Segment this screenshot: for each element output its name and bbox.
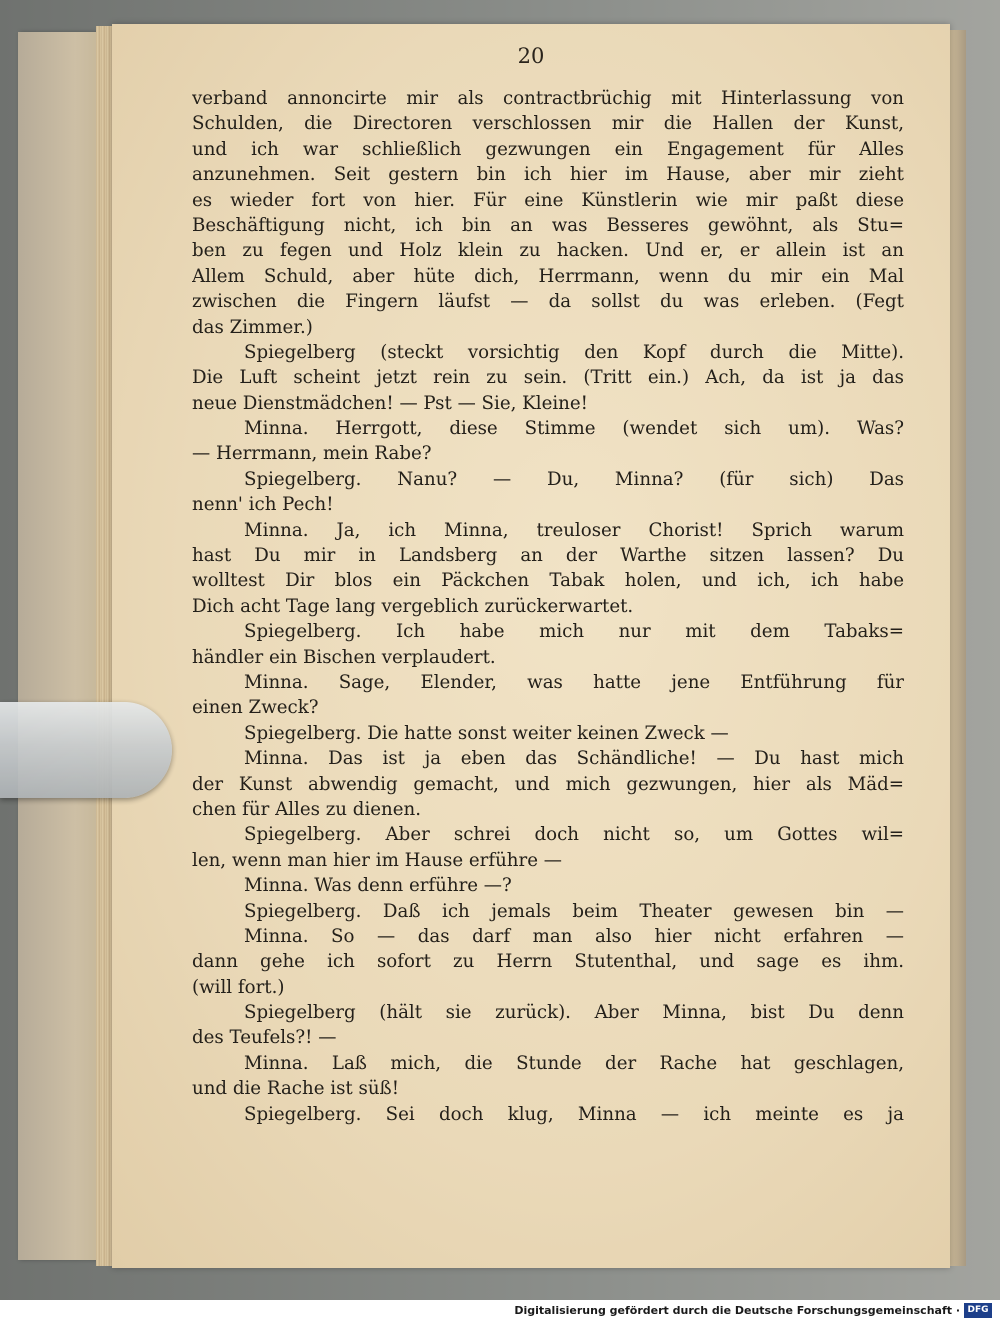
text-line: hast Du mir in Landsberg an der Warthe sitzen lassen? Du <box>192 545 904 567</box>
text-line: und die Rache ist süß! <box>192 1078 399 1100</box>
text-line: Spiegelberg. Nanu? — Du, Minna? (für sich) Das <box>244 468 904 490</box>
book-page <box>112 24 950 1268</box>
text-line: wolltest Dir blos ein Päckchen Tabak holen, und ich, ich habe <box>192 570 904 592</box>
text-line: es wieder fort von hier. Für eine Künstlerin wie mir paßt diese <box>192 189 904 211</box>
text-line: Minna. Ja, ich Minna, treuloser Chorist! Sprich warum <box>244 519 904 541</box>
text-line: Minna. Herrgott, diese Stimme (wendet sich um). Was? <box>244 418 904 440</box>
text-line: Spiegelberg. Daß ich jemals beim Theater gewesen bin — <box>244 900 904 922</box>
text-line: Spiegelberg (steckt vorsichtig den Kopf durch die Mitte). <box>244 341 904 363</box>
page-number: 20 <box>517 44 545 68</box>
text-line: Spiegelberg. Aber schrei doch nicht so, um Gottes wil= <box>244 824 904 846</box>
text-line: des Teufels?! — <box>192 1027 337 1049</box>
text-line: ben zu fegen und Holz klein zu hacken. Und er, er allein ist an <box>192 240 904 262</box>
footer-credit: Digitalisierung gefördert durch die Deutsche Forschungsgemeinschaft · <box>514 1304 960 1317</box>
text-line: nenn' ich Pech! <box>192 494 334 516</box>
text-line: einen Zweck? <box>192 697 319 719</box>
text-line: Spiegelberg. Die hatte sonst weiter keinen Zweck — <box>244 722 729 744</box>
page-text <box>192 86 904 1127</box>
text-line: Schulden, die Directoren verschlossen mir die Hallen der Kunst, <box>192 113 904 135</box>
text-line: und ich war schließlich gezwungen ein Engagement für Alles <box>192 138 904 160</box>
text-line: chen für Alles zu dienen. <box>192 798 421 820</box>
text-line: Dich acht Tage lang vergeblich zurückerwartet. <box>192 595 634 617</box>
dfg-logo: DFG <box>964 1303 992 1318</box>
scanner-clip <box>0 702 172 798</box>
text-line: neue Dienstmädchen! — Pst — Sie, Kleine! <box>192 392 588 414</box>
text-line: len, wenn man hier im Hause erführe — <box>192 849 562 871</box>
text-line: Minna. Was denn erführe —? <box>244 875 512 897</box>
text-line: Spiegelberg (hält sie zurück). Aber Minna, bist Du denn <box>244 1002 904 1024</box>
text-line: Spiegelberg. Ich habe mich nur mit dem Tabaks= <box>244 621 904 643</box>
text-line: Minna. Laß mich, die Stunde der Rache hat geschlagen, <box>244 1052 904 1074</box>
text-line: anzunehmen. Seit gestern bin ich hier im Hause, aber mir zieht <box>192 164 904 186</box>
text-line: der Kunst abwendig gemacht, und mich gezwungen, hier als Mäd= <box>192 773 904 795</box>
text-line: Minna. Das ist ja eben das Schändliche! — Du hast mich <box>244 748 904 770</box>
text-line: dann gehe ich sofort zu Herrn Stutenthal, und sage es ihm. <box>192 951 904 973</box>
text-line: verband annoncirte mir als contractbrüchig mit Hinterlassung von <box>192 88 904 109</box>
right-page-edge <box>948 30 966 1266</box>
text-line: Minna. So — das darf man also hier nicht erfahren — <box>244 925 904 947</box>
text-line: (will fort.) <box>192 976 285 998</box>
text-line: Beschäftigung nicht, ich bin an was Besseres gewöhnt, als Stu= <box>192 214 904 236</box>
text-line: das Zimmer.) <box>192 316 313 338</box>
text-line: Allem Schuld, aber hüte dich, Herrmann, wenn du mir ein Mal <box>192 265 904 287</box>
text-line: — Herrmann, mein Rabe? <box>192 443 432 465</box>
footer-bar <box>0 1300 1000 1322</box>
text-line: händler ein Bischen verplaudert. <box>192 646 496 668</box>
text-line: Die Luft scheint jetzt rein zu sein. (Tritt ein.) Ach, da ist ja das <box>192 367 904 389</box>
text-line: zwischen die Fingern läufst — da sollst du was erleben. (Fegt <box>192 291 904 313</box>
text-line: Minna. Sage, Elender, was hatte jene Entführung für <box>244 671 904 693</box>
text-line: Spiegelberg. Sei doch klug, Minna — ich meinte es ja <box>244 1103 904 1125</box>
